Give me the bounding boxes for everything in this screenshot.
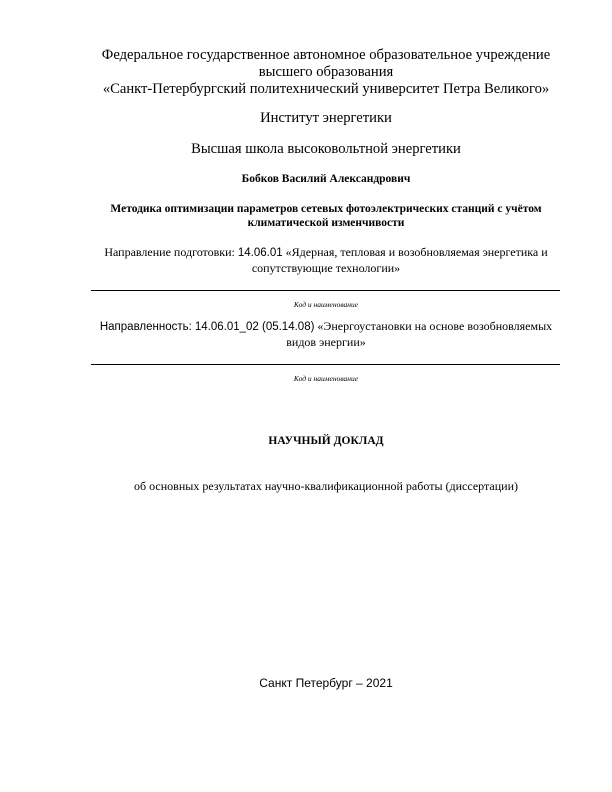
- divider-line-1: [91, 290, 560, 291]
- direction-of-training: [92, 245, 560, 276]
- organization-line-3: «Санкт-Петербургский политехнический университет Петра Великого»: [102, 81, 550, 97]
- direction-label: Направление подготовки:: [104, 245, 235, 259]
- focus-code: 14.06.01_02 (05.14.08): [194, 321, 315, 333]
- direction-name: «Ядерная, тепловая и возобновляемая энергетика и сопутствующие технологии»: [251, 245, 548, 275]
- direction-code: 14.06.01: [237, 247, 283, 259]
- focus-name: «Энергоустановки на основе возобновляемых видов энергии»: [286, 319, 553, 349]
- focus-label: Направленность:: [99, 321, 192, 333]
- direction-caption: Код и наименование: [293, 300, 359, 309]
- school-name: Высшая школа высоковольтной энергетики: [191, 141, 461, 157]
- organization-block: [92, 47, 560, 98]
- specialization: [92, 319, 560, 350]
- organization-line-2: высшего образования: [258, 64, 394, 80]
- organization-line-1: Федеральное государственное автономное образовательное учреждение: [101, 47, 551, 63]
- dissertation-topic: Методика оптимизации параметров сетевых фотоэлектрических станций с учётом климатической изменчивости: [110, 203, 542, 229]
- institute-name: Институт энергетики: [260, 110, 392, 126]
- city-year: Санкт Петербург – 2021: [259, 676, 393, 690]
- document-type: НАУЧНЫЙ ДОКЛАД: [268, 435, 384, 447]
- divider-line-2: [91, 364, 560, 365]
- author-name: Бобков Василий Александрович: [241, 173, 411, 185]
- document-subtitle: об основных результатах научно-квалификационной работы (диссертации): [134, 479, 518, 493]
- focus-caption: Код и наименование: [293, 374, 359, 383]
